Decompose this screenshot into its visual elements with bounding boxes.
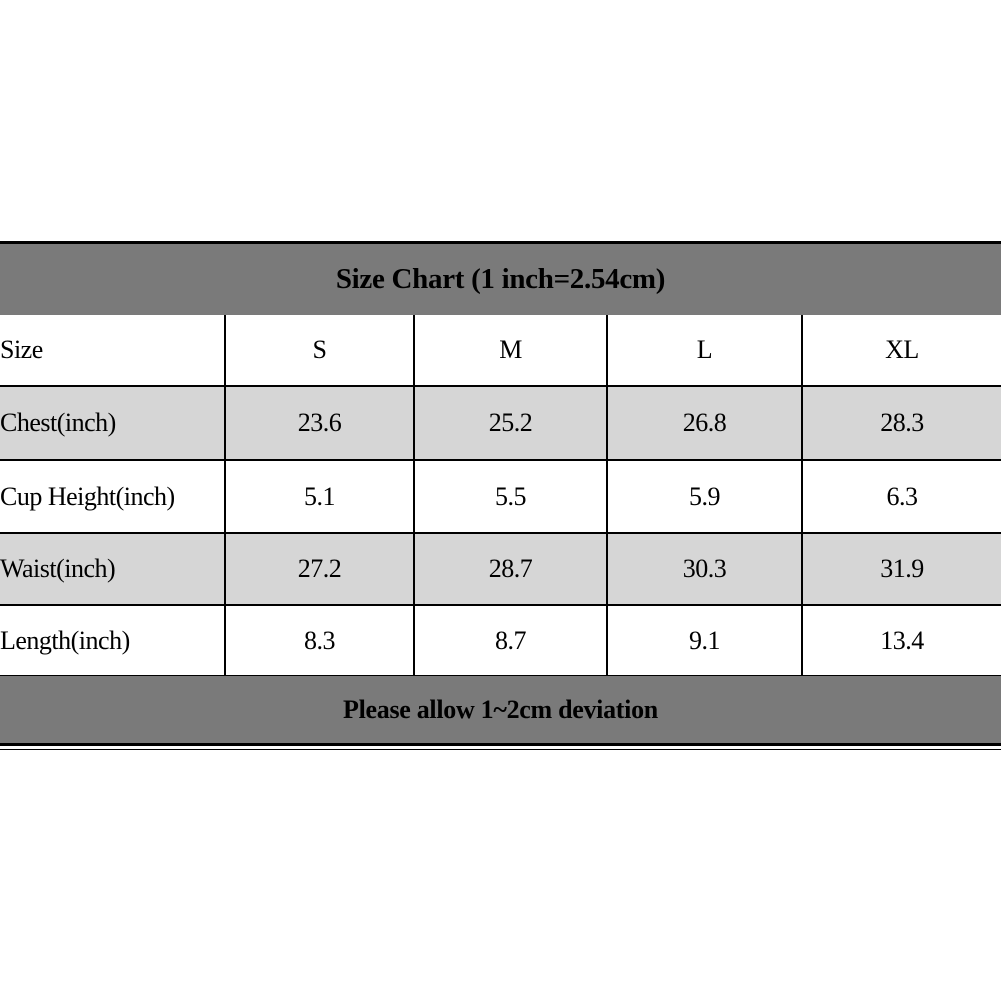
table-row-length — [0, 605, 1001, 676]
header-cell-xl: XL — [802, 315, 1001, 386]
row-label: Waist(inch) — [0, 533, 225, 605]
cell-value: 25.2 — [414, 386, 607, 460]
row-label: Chest(inch) — [0, 386, 225, 460]
row-label: Length(inch) — [0, 605, 225, 676]
cell-value: 31.9 — [802, 533, 1001, 605]
cell-value: 8.3 — [225, 605, 414, 676]
cell-value: 30.3 — [607, 533, 802, 605]
chart-title: Size Chart (1 inch=2.54cm) — [0, 244, 1001, 315]
table-row-chest — [0, 386, 1001, 460]
header-cell-m: M — [414, 315, 607, 386]
header-cell-s: S — [225, 315, 414, 386]
cell-value: 5.5 — [414, 460, 607, 533]
header-row — [0, 315, 1001, 386]
cell-value: 5.9 — [607, 460, 802, 533]
cell-value: 28.3 — [802, 386, 1001, 460]
header-cell-size: Size — [0, 315, 225, 386]
cell-value: 6.3 — [802, 460, 1001, 533]
header-cell-l: L — [607, 315, 802, 386]
cell-value: 13.4 — [802, 605, 1001, 676]
cell-value: 9.1 — [607, 605, 802, 676]
cell-value: 27.2 — [225, 533, 414, 605]
cell-value: 26.8 — [607, 386, 802, 460]
row-label: Cup Height(inch) — [0, 460, 225, 533]
cell-value: 28.7 — [414, 533, 607, 605]
table-row-waist — [0, 533, 1001, 605]
cell-value: 5.1 — [225, 460, 414, 533]
cell-value: 23.6 — [225, 386, 414, 460]
size-chart — [0, 241, 1001, 746]
chart-footer-note: Please allow 1~2cm deviation — [0, 676, 1001, 743]
cell-value: 8.7 — [414, 605, 607, 676]
table-row-cup-height — [0, 460, 1001, 533]
size-table — [0, 315, 1001, 677]
bottom-divider — [0, 749, 1001, 750]
